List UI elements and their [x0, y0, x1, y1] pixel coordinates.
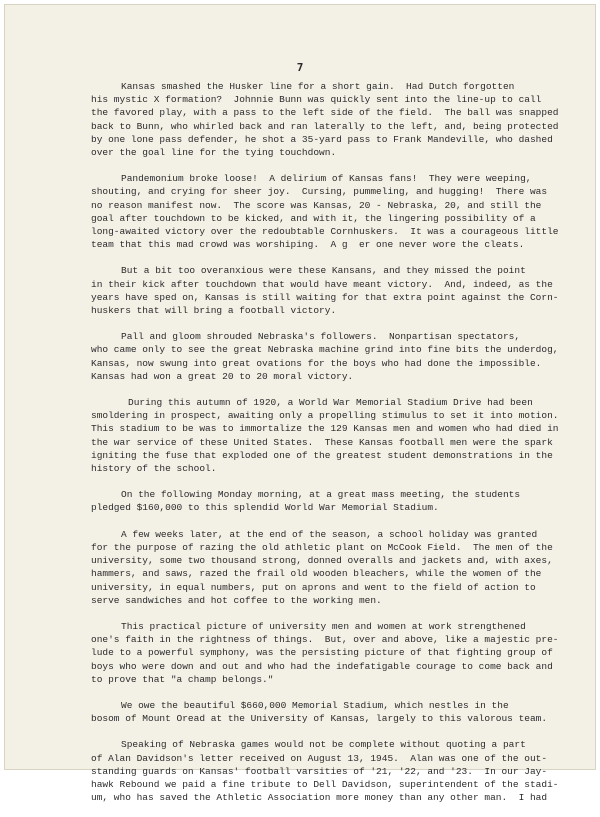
text-line: hammers, and saws, razed the frail old wooden bleachers, while the women of the — [91, 568, 542, 580]
paragraph — [91, 699, 548, 725]
text-line: the favored play, with a pass to the left side of the field. The ball was snapped — [91, 107, 559, 119]
text-line: During this autumn of 1920, a World War Memorial Stadium Drive had been — [128, 397, 533, 409]
text-line: Pall and gloom shrouded Nebraska's followers. Nonpartisan spectators, — [121, 331, 521, 343]
text-line: huskers that will bring a football victory. — [91, 305, 337, 317]
text-line: pledged $160,000 to this splendid World War Memorial Stadium. — [91, 502, 439, 514]
paragraph — [91, 264, 559, 317]
text-line: standing guards on Kansas' football varsities of '21, '22, and '23. In our Jay- — [91, 765, 548, 777]
paragraph — [91, 396, 559, 475]
text-line: over the goal line for the tying touchdown. — [91, 147, 337, 159]
text-line: lude to a powerful symphony, was the persisting picture of that fighting group of — [91, 647, 553, 659]
text-line: goal after touchdown to be kicked, and with it, the lingering possibility of a — [91, 212, 536, 224]
text-line: Speaking of Nebraska games would not be complete without quoting a part — [121, 739, 526, 751]
text-line: for the purpose of razing the old athletic plant on McCook Field. The men of the — [91, 541, 553, 553]
text-line: to prove that "a champ belongs." — [91, 673, 274, 685]
text-line: the war service of these United States. These Kansas football men were the spark — [91, 436, 553, 448]
text-line: no reason manifest now. The score was Kansas, 20 - Nebraska, 20, and still the — [91, 199, 542, 211]
text-line: in their kick after touchdown that would have meant victory. And, indeed, as the — [91, 278, 553, 290]
paragraph — [91, 488, 519, 514]
paragraph — [91, 330, 559, 383]
paragraph — [91, 738, 559, 804]
text-line: On the following Monday morning, at a great mass meeting, the students — [121, 489, 521, 501]
text-line: who came only to see the great Nebraska machine grind into fine bits the underdog, — [91, 344, 559, 356]
text-line: bosom of Mount Oread at the University of Kansas, largely to this valorous team. — [91, 713, 548, 725]
document-body — [91, 80, 559, 817]
text-line: igniting the fuse that exploded one of the greatest student demonstrations in the — [91, 449, 553, 461]
text-line: smoldering in prospect, awaiting only a propelling stimulus to set it into motion. — [91, 410, 559, 422]
text-line: team that this mad crowd was worshiping. A g er one never wore the cleats. — [91, 239, 525, 251]
text-line: history of the school. — [91, 463, 217, 475]
text-line: shouting, and crying for sheer joy. Cursing, pummeling, and hugging! There was — [91, 186, 548, 198]
text-line: of Alan Davidson's letter received on August 13, 1945. Alan was one of the out- — [91, 752, 548, 764]
text-line: Kansas smashed the Husker line for a short gain. Had Dutch forgotten — [121, 81, 515, 92]
page-number: 7 — [296, 61, 304, 74]
text-line: by one lone pass defender, he shot a 35-yard pass to Frank Mandeville, who dashed — [91, 133, 553, 145]
paragraph — [91, 80, 559, 159]
text-line: boys who were down and out and who had the indefatigable courage to come back and — [91, 660, 553, 672]
text-line: serve sandwiches and hot coffee to the working men. — [91, 594, 382, 606]
text-line: Kansas had won a great 20 to 20 moral victory. — [91, 370, 354, 382]
text-line: This stadium to be was to immortalize the 129 Kansas men and women who had died in — [91, 423, 559, 435]
text-line: This practical picture of university men and women at work strengthened — [121, 620, 526, 632]
text-line: hawk Rebound we paid a fine tribute to Dell Davidson, superintendent of the stadi- — [91, 778, 559, 790]
text-line: back to Bunn, who whirled back and ran laterally to the left, and, being protected — [91, 120, 559, 132]
text-line: But a bit too overanxious were these Kansans, and they missed the point — [121, 265, 526, 277]
text-line: Pandemonium broke loose! A delirium of Kansas fans! They were weeping, — [121, 173, 532, 185]
text-line: um, who has saved the Athletic Association more money than any other man. I had — [91, 792, 548, 804]
paragraph — [91, 620, 559, 686]
text-line: university, in equal numbers, put on aprons and went to the field of action to — [91, 581, 536, 593]
text-line: university, some two thousand strong, donned overalls and jackets and, with axes, — [91, 555, 553, 567]
text-line: years have sped on, Kansas is still waiting for that extra point against the Corn- — [91, 291, 559, 303]
paragraph — [91, 172, 559, 251]
text-line: his mystic X formation? Johnnie Bunn was quickly sent into the line-up to call — [91, 94, 542, 106]
text-line: one's faith in the rightness of things. But, over and above, like a majestic pre- — [91, 634, 559, 646]
paragraph — [91, 528, 553, 607]
text-line: We owe the beautiful $660,000 Memorial Stadium, which nestles in the — [121, 699, 509, 711]
text-line: A few weeks later, at the end of the season, a school holiday was granted — [121, 528, 538, 540]
document-page — [4, 4, 596, 804]
text-line: long-awaited victory over the redoubtable Cornhuskers. It was a courageous little — [91, 226, 559, 238]
text-line: Kansas, now swung into great ovations for the boys who had done the impossible. — [91, 357, 542, 369]
